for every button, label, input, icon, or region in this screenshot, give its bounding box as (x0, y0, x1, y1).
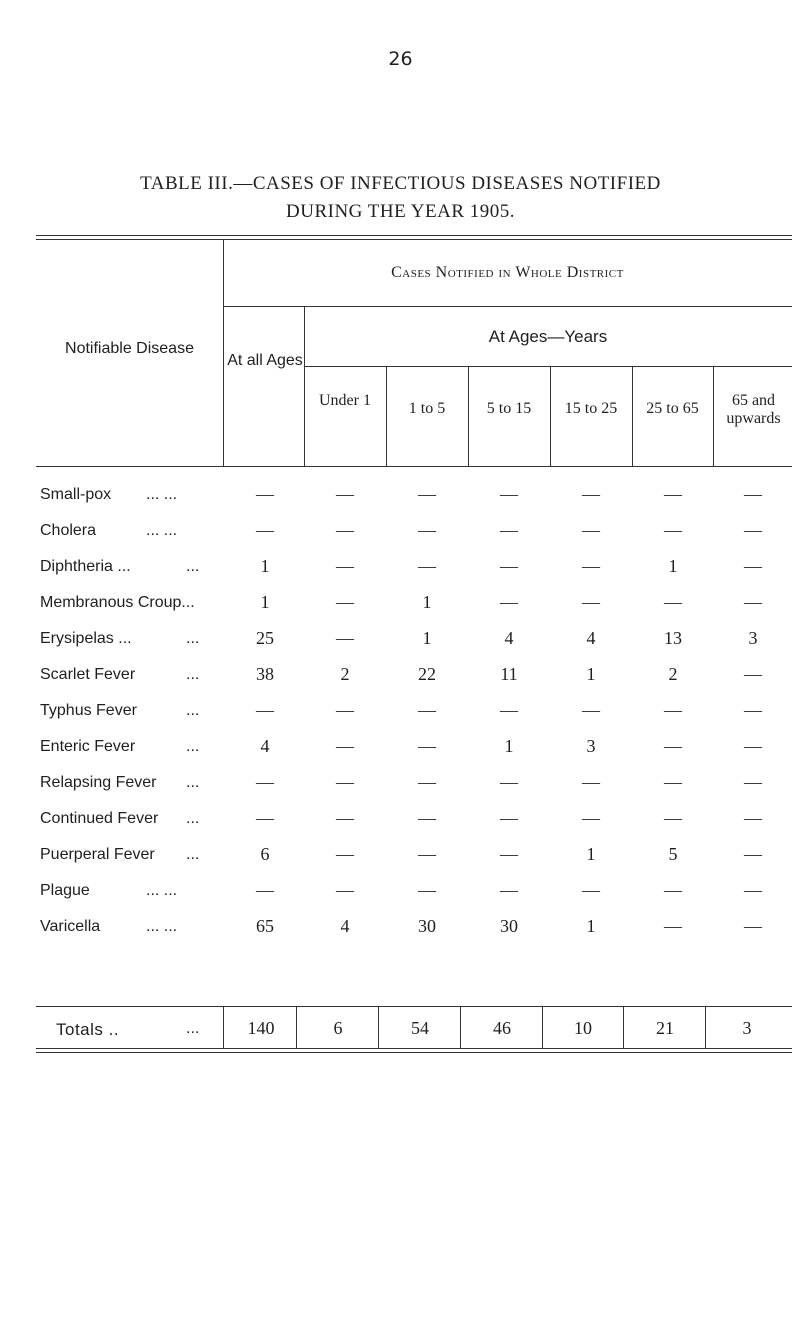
cell-25-to-65: — (664, 484, 682, 504)
disease-name: Enteric Fever (40, 738, 136, 755)
totals-label: Totals .. (56, 1020, 120, 1039)
cell-under-1: — (336, 772, 354, 792)
cell-25-to-65: — (664, 592, 682, 612)
leader-dots: ... (186, 810, 200, 827)
cell-5-to-15: — (500, 700, 518, 720)
cell-65-upwards: — (744, 484, 762, 504)
cell-65-upwards: — (744, 556, 762, 576)
cell-25-to-65: 13 (664, 628, 682, 648)
table-row (36, 730, 792, 766)
cell-all-ages: — (256, 484, 274, 504)
table-row (36, 694, 792, 730)
leader-dots: ... (186, 558, 200, 575)
disease-name: Continued Fever (40, 810, 159, 827)
cell-1-to-5: — (418, 772, 436, 792)
leader-dots: ... (186, 1020, 200, 1037)
header-age-65-upwards: 65 and upwards (726, 392, 781, 427)
cell-1-to-5: 1 (422, 592, 432, 612)
disease-name: Small-pox (40, 486, 112, 503)
disease-name: Membranous Croup... (40, 594, 195, 611)
cell-25-to-65: — (664, 808, 682, 828)
cell-under-1: — (336, 556, 354, 576)
cell-5-to-15: 4 (504, 628, 514, 648)
header-age-under-1: Under 1 (319, 392, 371, 409)
cell-5-to-15: — (500, 808, 518, 828)
cell-65-upwards: — (744, 520, 762, 540)
table-row (36, 802, 792, 838)
table-row (36, 586, 792, 622)
cell-65-upwards: — (744, 880, 762, 900)
cell-15-to-25: — (582, 484, 600, 504)
total-all-ages: 140 (247, 1018, 275, 1038)
cell-25-to-65: — (664, 736, 682, 756)
leader-dots: ... ... (146, 486, 178, 503)
table-row (36, 766, 792, 802)
total-65-upwards: 3 (742, 1018, 752, 1038)
cell-1-to-5: — (418, 880, 436, 900)
title-line-1: TABLE III.—CASES OF INFECTIOUS DISEASES NOTIFIED (140, 173, 661, 194)
cell-5-to-15: — (500, 556, 518, 576)
cell-65-upwards: — (744, 736, 762, 756)
cell-15-to-25: — (582, 592, 600, 612)
cell-15-to-25: 4 (586, 628, 596, 648)
cell-1-to-5: 1 (422, 628, 432, 648)
cell-5-to-15: — (500, 772, 518, 792)
table-row (36, 658, 792, 694)
cell-under-1: — (336, 484, 354, 504)
cell-15-to-25: 1 (586, 844, 596, 864)
disease-name: Cholera (40, 522, 97, 539)
cell-65-upwards: — (744, 700, 762, 720)
total-15-to-25: 10 (574, 1018, 592, 1038)
disease-name: Diphtheria ... (40, 558, 131, 575)
cell-1-to-5: — (418, 700, 436, 720)
leader-dots: ... (186, 666, 200, 683)
cell-1-to-5: — (418, 520, 436, 540)
cell-15-to-25: — (582, 700, 600, 720)
table-header (36, 240, 792, 472)
cell-5-to-15: — (500, 844, 518, 864)
cell-5-to-15: 1 (504, 736, 514, 756)
cell-25-to-65: 2 (668, 664, 678, 684)
cell-all-ages: 4 (260, 736, 270, 756)
cell-65-upwards: — (744, 664, 762, 684)
cell-under-1: — (336, 844, 354, 864)
header-age-5-to-15: 5 to 15 (486, 400, 532, 417)
cell-all-ages: — (256, 808, 274, 828)
cell-65-upwards: 3 (748, 628, 758, 648)
leader-dots: ... (186, 738, 200, 755)
cell-5-to-15: — (500, 484, 518, 504)
cell-25-to-65: 1 (668, 556, 678, 576)
total-25-to-65: 21 (656, 1018, 674, 1038)
cell-15-to-25: — (582, 808, 600, 828)
leader-dots: ... ... (146, 918, 178, 935)
title-line-2: DURING THE YEAR 1905. (286, 201, 515, 222)
cell-all-ages: 6 (260, 844, 270, 864)
table-row (36, 550, 792, 586)
cell-1-to-5: — (418, 484, 436, 504)
table-row (36, 838, 792, 874)
disease-name: Puerperal Fever (40, 846, 155, 863)
cell-all-ages: — (256, 520, 274, 540)
table-row (36, 478, 792, 514)
header-rule (223, 306, 792, 307)
cell-all-ages: — (256, 700, 274, 720)
cell-all-ages: 65 (256, 916, 274, 936)
cell-1-to-5: 22 (418, 664, 436, 684)
header-divider (713, 366, 714, 466)
table-title (40, 170, 761, 226)
cell-1-to-5: — (418, 808, 436, 828)
cell-65-upwards: — (744, 844, 762, 864)
cell-15-to-25: — (582, 556, 600, 576)
cell-15-to-25: — (582, 520, 600, 540)
cell-25-to-65: — (664, 916, 682, 936)
cell-under-1: — (336, 520, 354, 540)
cell-1-to-5: — (418, 844, 436, 864)
leader-dots: ... (186, 846, 200, 863)
cell-65-upwards: — (744, 916, 762, 936)
header-age-25-to-65: 25 to 65 (646, 400, 699, 417)
table-row (36, 622, 792, 658)
cell-65-upwards: — (744, 808, 762, 828)
cell-15-to-25: 1 (586, 664, 596, 684)
cell-all-ages: 25 (256, 628, 274, 648)
cell-65-upwards: — (744, 772, 762, 792)
cell-1-to-5: 30 (418, 916, 436, 936)
disease-name: Varicella (40, 918, 101, 935)
disease-name: Typhus Fever (40, 702, 137, 719)
disease-name: Plague (40, 882, 90, 899)
leader-dots: ... ... (146, 522, 178, 539)
leader-dots: ... ... (146, 882, 178, 899)
cell-15-to-25: — (582, 880, 600, 900)
header-notifiable-disease: Notifiable Disease (65, 340, 194, 357)
cell-under-1: — (336, 628, 354, 648)
table-body (36, 472, 792, 1048)
cell-15-to-25: 3 (586, 736, 596, 756)
cell-all-ages: — (256, 880, 274, 900)
cell-all-ages: 1 (260, 592, 270, 612)
cell-under-1: — (336, 808, 354, 828)
cell-all-ages: 38 (256, 664, 274, 684)
total-5-to-15: 46 (493, 1018, 511, 1038)
cell-5-to-15: — (500, 880, 518, 900)
cell-65-upwards: — (744, 592, 762, 612)
total-under-1: 6 (333, 1018, 343, 1038)
disease-name: Relapsing Fever (40, 774, 157, 791)
header-bottom-rule (36, 466, 792, 467)
total-1-to-5: 54 (411, 1018, 429, 1038)
totals-top-rule (36, 1006, 792, 1007)
header-rule (304, 366, 792, 367)
cell-all-ages: 1 (260, 556, 270, 576)
cell-under-1: — (336, 736, 354, 756)
header-group-title: Cases Notified in Whole District (391, 264, 624, 281)
cell-15-to-25: 1 (586, 916, 596, 936)
cell-under-1: 4 (340, 916, 350, 936)
table-bottom-rule (36, 1048, 792, 1053)
leader-dots: ... (186, 702, 200, 719)
cell-5-to-15: — (500, 520, 518, 540)
cell-all-ages: — (256, 772, 274, 792)
table-row (36, 874, 792, 910)
leader-dots: ... (186, 630, 200, 647)
disease-table (36, 235, 792, 1053)
cell-15-to-25: — (582, 772, 600, 792)
cell-1-to-5: — (418, 556, 436, 576)
cell-under-1: — (336, 592, 354, 612)
cell-under-1: — (336, 700, 354, 720)
disease-name: Erysipelas ... (40, 630, 132, 647)
cell-25-to-65: — (664, 880, 682, 900)
header-age-1-to-5: 1 to 5 (408, 400, 446, 417)
disease-name: Scarlet Fever (40, 666, 136, 683)
cell-under-1: 2 (340, 664, 350, 684)
header-at-ages: At Ages—Years (488, 327, 608, 346)
cell-5-to-15: 30 (500, 916, 518, 936)
table-row (36, 514, 792, 550)
leader-dots: ... (186, 774, 200, 791)
cell-1-to-5: — (418, 736, 436, 756)
cell-25-to-65: 5 (668, 844, 678, 864)
cell-25-to-65: — (664, 520, 682, 540)
cell-5-to-15: — (500, 592, 518, 612)
header-age-15-to-25: 15 to 25 (564, 400, 618, 417)
cell-25-to-65: — (664, 772, 682, 792)
header-all-ages: At all Ages (227, 352, 303, 369)
cell-25-to-65: — (664, 700, 682, 720)
page-number: 26 (388, 48, 413, 70)
table-row (36, 910, 792, 946)
totals-row (36, 1012, 792, 1048)
cell-5-to-15: 11 (500, 664, 518, 684)
cell-under-1: — (336, 880, 354, 900)
